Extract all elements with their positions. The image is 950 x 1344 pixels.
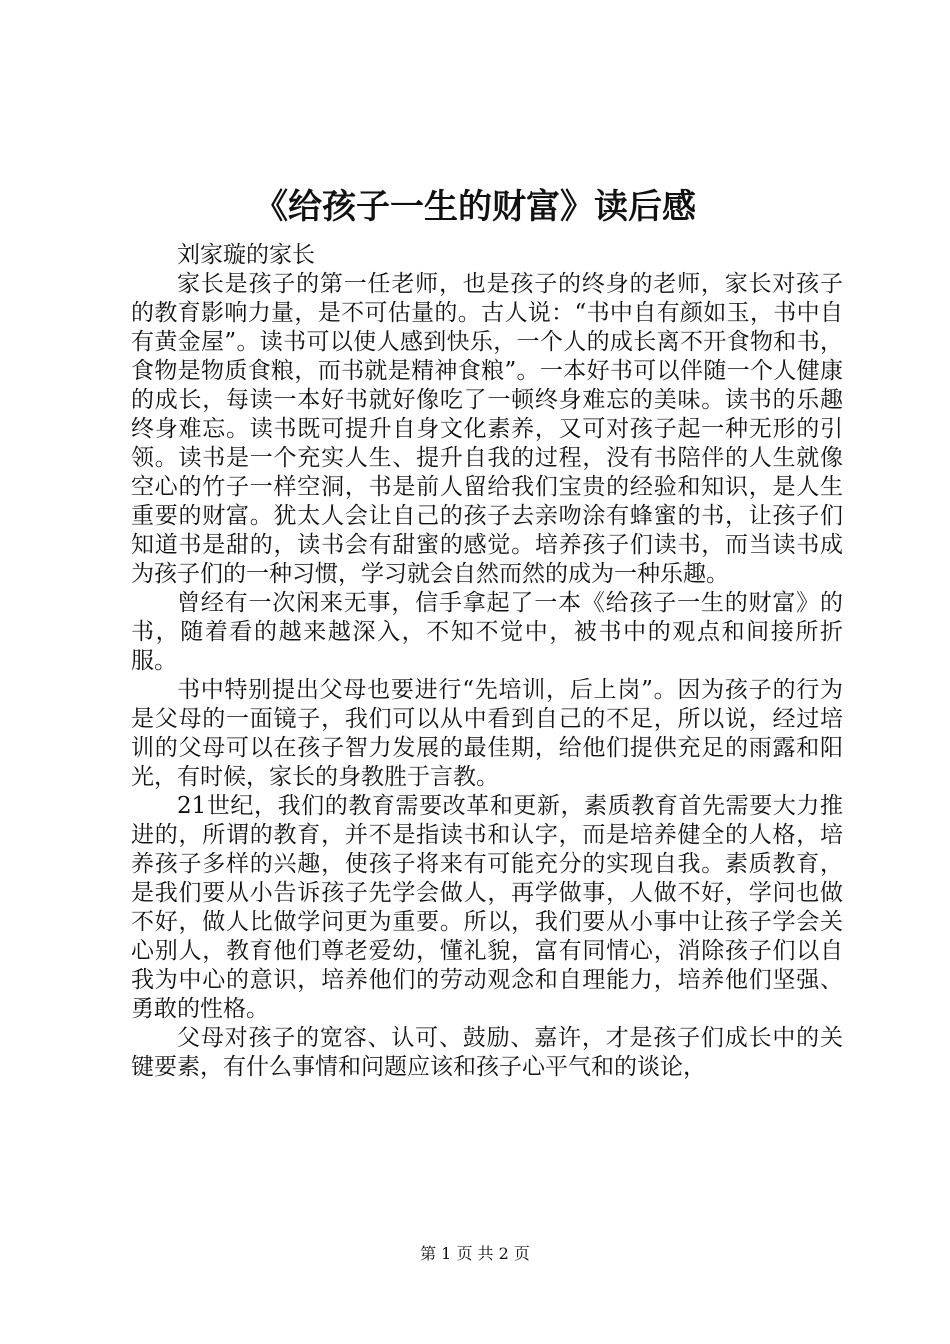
page-footer: 第 1 页 共 2 页 [420, 1244, 530, 1263]
document-title: 《给孩子一生的财富》读后感 [254, 187, 696, 227]
paragraph-5: 父母对孩子的宽容、认可、鼓励、嘉许，才是孩子们成长中的关键要素，有什么事情和问题应该和孩子心平气和的谈论， [131, 1025, 843, 1080]
paragraph-3: 书中特别提出父母也要进行“先培训，后上岗”。因为孩子的行为是父母的一面镜子，我们可以从中看到自己的不足，所以说，经过培训的父母可以在孩子智力发展的最佳期，给他们提供充足的雨露和阳光，有时候，家长的身教胜于言教。 [131, 677, 843, 790]
author-line: 刘家璇的家长 [177, 242, 315, 268]
document-body [131, 241, 843, 1082]
paragraph-4: 21世纪，我们的教育需要改革和更新，素质教育首先需要大力推进的，所谓的教育，并不是指读书和认字，而是培养健全的人格，培养孩子多样的兴趣，使孩子将来有可能充分的实现自我。素质教育，是我们要从小告诉孩子先学会做人，再学做事，人做不好，学问也做不好，做人比做学问更为重要。所以，我们要从小事中让孩子学会关心别人，教育他们尊老爱幼，懂礼貌，富有同情心，消除孩子们以自我为中心的意识，培养他们的劳动观念和自理能力，培养他们坚强、勇敢的性格。 [131, 793, 843, 1022]
paragraph-1: 家长是孩子的第一任老师，也是孩子的终身的老师，家长对孩子的教育影响力量，是不可估量的。古人说：“书中自有颜如玉，书中自有黄金屋”。读书可以使人感到快乐，一个人的成长离不开食物和书，食物是物质食粮，而书就是精神食粮”。一本好书可以伴随一个人健康的成长，每读一本好书就好像吃了一顿终身难忘的美味。读书的乐趣终身难忘。读书既可提升自身文化素养，又可对孩子起一种无形的引领。读书是一个充实人生、提升自我的过程，没有书陪伴的人生就像空心的竹子一样空洞，书是前人留给我们宝贵的经验和知识，是人生重要的财富。犹太人会让自己的孩子去亲吻涂有蜂蜜的书，让孩子们知道书是甜的，读书会有甜蜜的感觉。培养孩子们读书，而当读书成为孩子们的一种习惯，学习就会自然而然的成为一种乐趣。 [131, 271, 843, 587]
paragraph-2: 曾经有一次闲来无事，信手拿起了一本《给孩子一生的财富》的书，随着看的越来越深入，不知不觉中，被书中的观点和间接所折服。 [131, 590, 843, 674]
